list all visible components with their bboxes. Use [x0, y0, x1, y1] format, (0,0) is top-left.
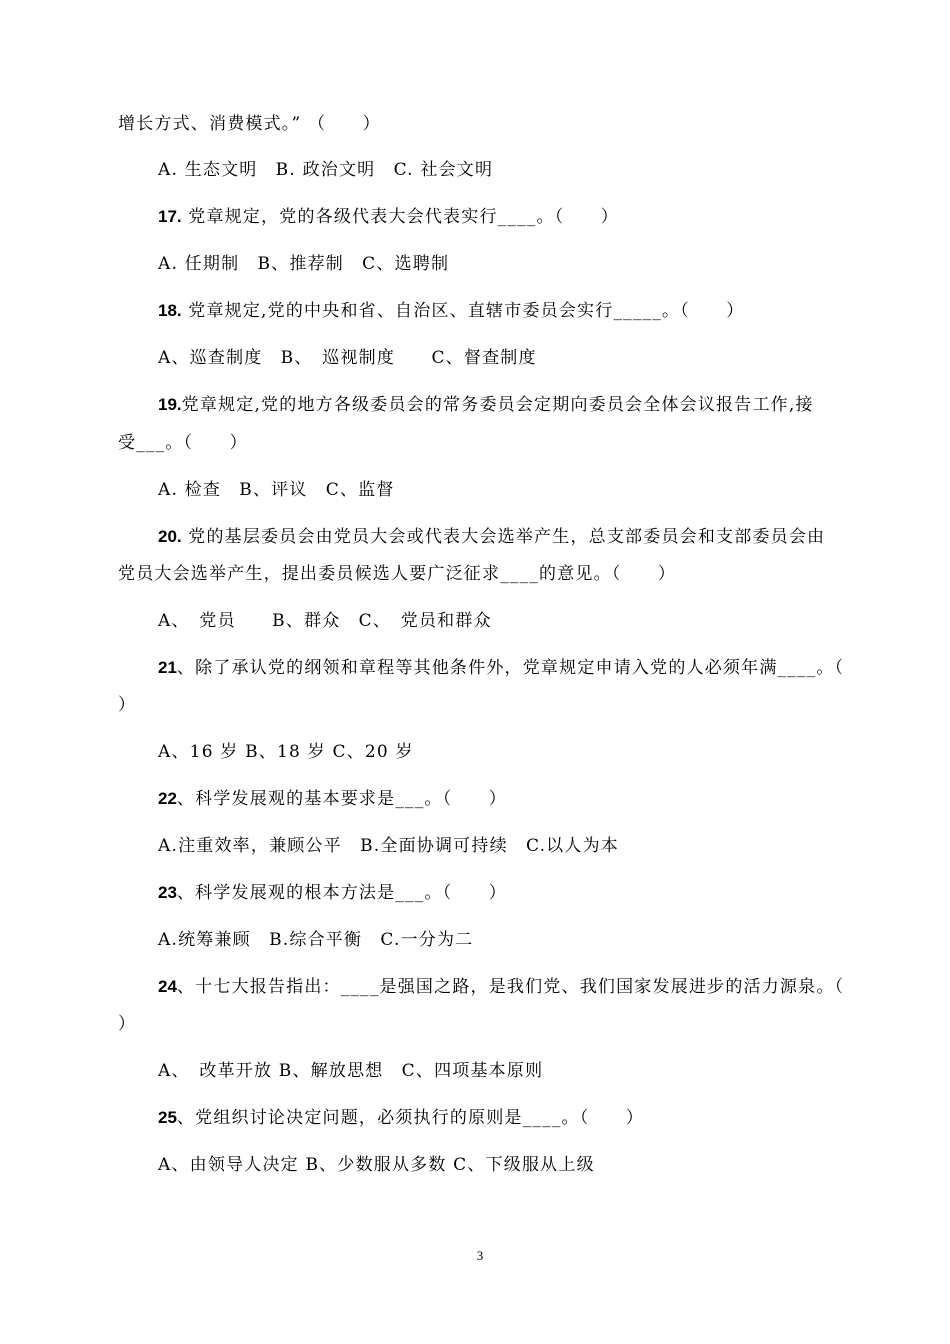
question-number: 23: [158, 883, 177, 902]
question-24: 24、十七大报告指出：____是强国之路，是我们党、我们国家发展进步的活力源泉。（: [158, 977, 845, 997]
question-18-options: A、巡查制度 B、 巡视制度 C、督查制度: [158, 348, 537, 368]
question-number: 22: [158, 789, 177, 808]
question-16-options: A. 生态文明 B. 政治文明 C. 社会文明: [158, 160, 494, 180]
question-17-options: A. 任期制 B、推荐制 C、选聘制: [158, 254, 450, 274]
question-number: 21: [158, 658, 177, 677]
question-number: 17.: [158, 207, 182, 226]
question-20: 20. 党的基层委员会由党员大会或代表大会选举产生，总支部委员会和支部委员会由: [158, 527, 826, 547]
question-17: 17. 党章规定，党的各级代表大会代表实行____。（ ）: [158, 207, 619, 227]
question-21-continuation: ）: [118, 695, 137, 715]
question-22: 22、科学发展观的基本要求是___。（ ）: [158, 789, 507, 809]
question-24-options: A、 改革开放 B、解放思想 C、四项基本原则: [158, 1061, 544, 1081]
question-21: 21、除了承认党的纲领和章程等其他条件外，党章规定申请入党的人必须年满____。（: [158, 658, 845, 678]
question-number: 24: [158, 977, 177, 996]
question-19: 19.党章规定,党的地方各级委员会的常务委员会定期向委员会全体会议报告工作,接: [158, 395, 814, 415]
question-16-continuation: 增长方式、消费模式。” （ ）: [118, 114, 381, 134]
question-number: 20.: [158, 527, 182, 546]
question-20-options: A、 党员 B、群众 C、 党员和群众: [158, 611, 492, 631]
question-22-options: A.注重效率，兼顾公平 B.全面协调可持续 C.以人为本: [158, 836, 619, 856]
question-25-options: A、由领导人决定 B、少数服从多数 C、下级服从上级: [158, 1155, 595, 1175]
question-18: 18. 党章规定,党的中央和省、自治区、直辖市委员会实行_____。（ ）: [158, 301, 745, 321]
question-number: 25: [158, 1108, 177, 1127]
question-number: 18.: [158, 301, 182, 320]
question-23: 23、科学发展观的根本方法是___。（ ）: [158, 883, 507, 903]
question-25: 25、党组织讨论决定问题，必须执行的原则是____。（ ）: [158, 1108, 645, 1128]
question-19-options: A. 检查 B、评议 C、监督: [158, 480, 395, 500]
question-20-continuation: 党员大会选举产生，提出委员候选人要广泛征求____的意见。（ ）: [118, 564, 677, 584]
question-21-options: A、16 岁 B、18 岁 C、20 岁: [158, 742, 414, 762]
question-number: 19.: [158, 395, 182, 414]
question-23-options: A.统筹兼顾 B.综合平衡 C.一分为二: [158, 930, 474, 950]
question-24-continuation: ）: [118, 1014, 137, 1034]
question-19-continuation: 受___。（ ）: [118, 433, 248, 453]
page-number: 3: [476, 1248, 484, 1263]
